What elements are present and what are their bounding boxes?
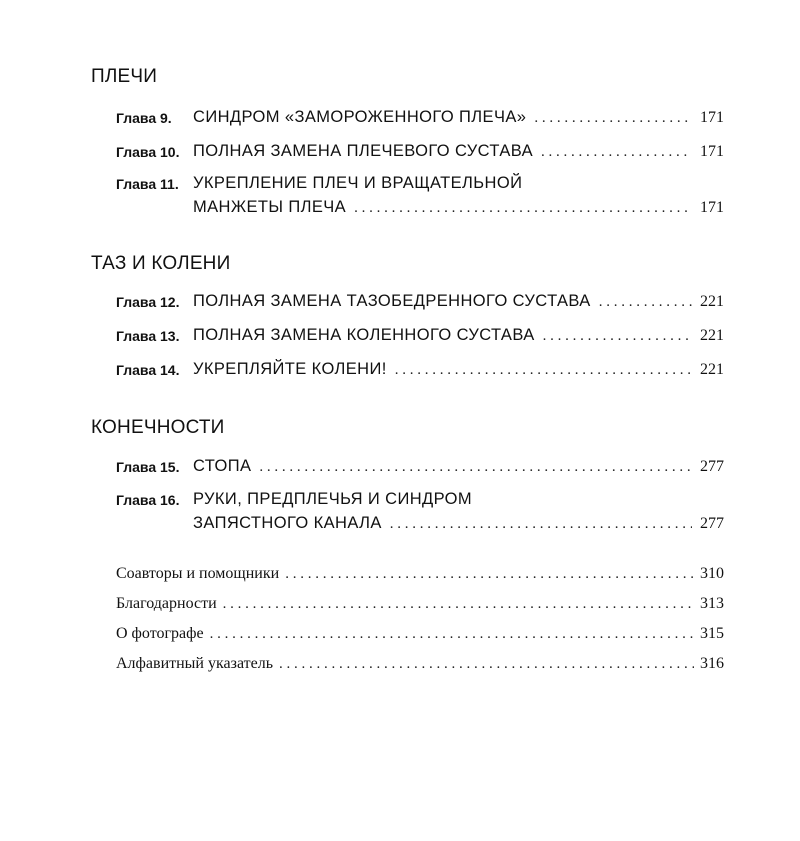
dot-leader <box>534 110 692 127</box>
page-number: 171 <box>700 143 724 160</box>
toc-entry-chapter-9[interactable] <box>116 108 724 130</box>
dot-leader <box>259 459 692 476</box>
toc-entry-chapter-16[interactable] <box>116 490 724 538</box>
section-title-shoulders: ПЛЕЧИ <box>91 66 158 87</box>
back-matter-title: Благодарности <box>116 595 217 612</box>
toc-entry-chapter-10[interactable] <box>116 142 724 164</box>
section-title-extremities: КОНЕЧНОСТИ <box>91 417 225 438</box>
chapter-title-line-2: МАНЖЕТЫ ПЛЕЧА <box>193 198 347 216</box>
toc-entry-chapter-15[interactable] <box>116 457 724 479</box>
chapter-title: ПОЛНАЯ ЗАМЕНА КОЛЕННОГО СУСТАВА <box>193 326 535 344</box>
section-title-hips-knees: ТАЗ И КОЛЕНИ <box>91 253 231 274</box>
toc-entry-coauthors[interactable] <box>116 565 724 583</box>
page-number: 313 <box>700 595 724 612</box>
toc-entry-chapter-14[interactable] <box>116 360 724 382</box>
toc-entry-about-photographer[interactable] <box>116 625 724 643</box>
page-number: 171 <box>700 199 724 216</box>
dot-leader <box>223 596 694 613</box>
back-matter-title: Соавторы и помощники <box>116 565 280 582</box>
page-number: 171 <box>700 109 724 126</box>
page-number: 277 <box>700 458 724 475</box>
chapter-label: Глава 9. <box>116 110 172 126</box>
toc-entry-index[interactable] <box>116 655 724 673</box>
chapter-title-line-1: РУКИ, ПРЕДПЛЕЧЬЯ И СИНДРОМ <box>193 490 473 508</box>
page-number: 277 <box>700 515 724 532</box>
toc-entry-chapter-11[interactable] <box>116 174 724 222</box>
back-matter-title: Алфавитный указатель <box>116 655 274 672</box>
dot-leader <box>354 200 692 217</box>
chapter-label: Глава 10. <box>116 144 180 160</box>
toc-entry-chapter-12[interactable] <box>116 292 724 314</box>
chapter-label: Глава 14. <box>116 362 180 378</box>
dot-leader <box>279 656 694 673</box>
dot-leader <box>599 294 692 311</box>
back-matter-title: О фотографе <box>116 625 204 642</box>
page-number: 310 <box>700 565 724 582</box>
chapter-title: СИНДРОМ «ЗАМОРОЖЕННОГО ПЛЕЧА» <box>193 108 527 126</box>
chapter-title: ПОЛНАЯ ЗАМЕНА ТАЗОБЕДРЕННОГО СУСТАВА <box>193 292 591 310</box>
page-number: 221 <box>700 327 724 344</box>
chapter-label: Глава 11. <box>116 176 179 192</box>
chapter-label: Глава 15. <box>116 459 180 475</box>
chapter-label: Глава 13. <box>116 328 180 344</box>
page-number: 316 <box>700 655 724 672</box>
dot-leader <box>285 566 694 583</box>
dot-leader <box>541 144 692 161</box>
dot-leader <box>210 626 694 643</box>
chapter-title-line-2: ЗАПЯСТНОГО КАНАЛА <box>193 514 382 532</box>
page-number: 221 <box>700 293 724 310</box>
toc-entry-chapter-13[interactable] <box>116 326 724 348</box>
dot-leader <box>390 516 692 533</box>
dot-leader <box>543 328 692 345</box>
dot-leader <box>395 362 692 379</box>
chapter-label: Глава 12. <box>116 294 180 310</box>
chapter-title: ПОЛНАЯ ЗАМЕНА ПЛЕЧЕВОГО СУСТАВА <box>193 142 534 160</box>
chapter-title: УКРЕПЛЯЙТЕ КОЛЕНИ! <box>193 360 387 378</box>
chapter-title-line-1: УКРЕПЛЕНИЕ ПЛЕЧ И ВРАЩАТЕЛЬНОЙ <box>193 174 523 192</box>
page-number: 221 <box>700 361 724 378</box>
chapter-title: СТОПА <box>193 457 252 475</box>
toc-entry-acknowledgements[interactable] <box>116 595 724 613</box>
page-number: 315 <box>700 625 724 642</box>
chapter-label: Глава 16. <box>116 492 180 508</box>
